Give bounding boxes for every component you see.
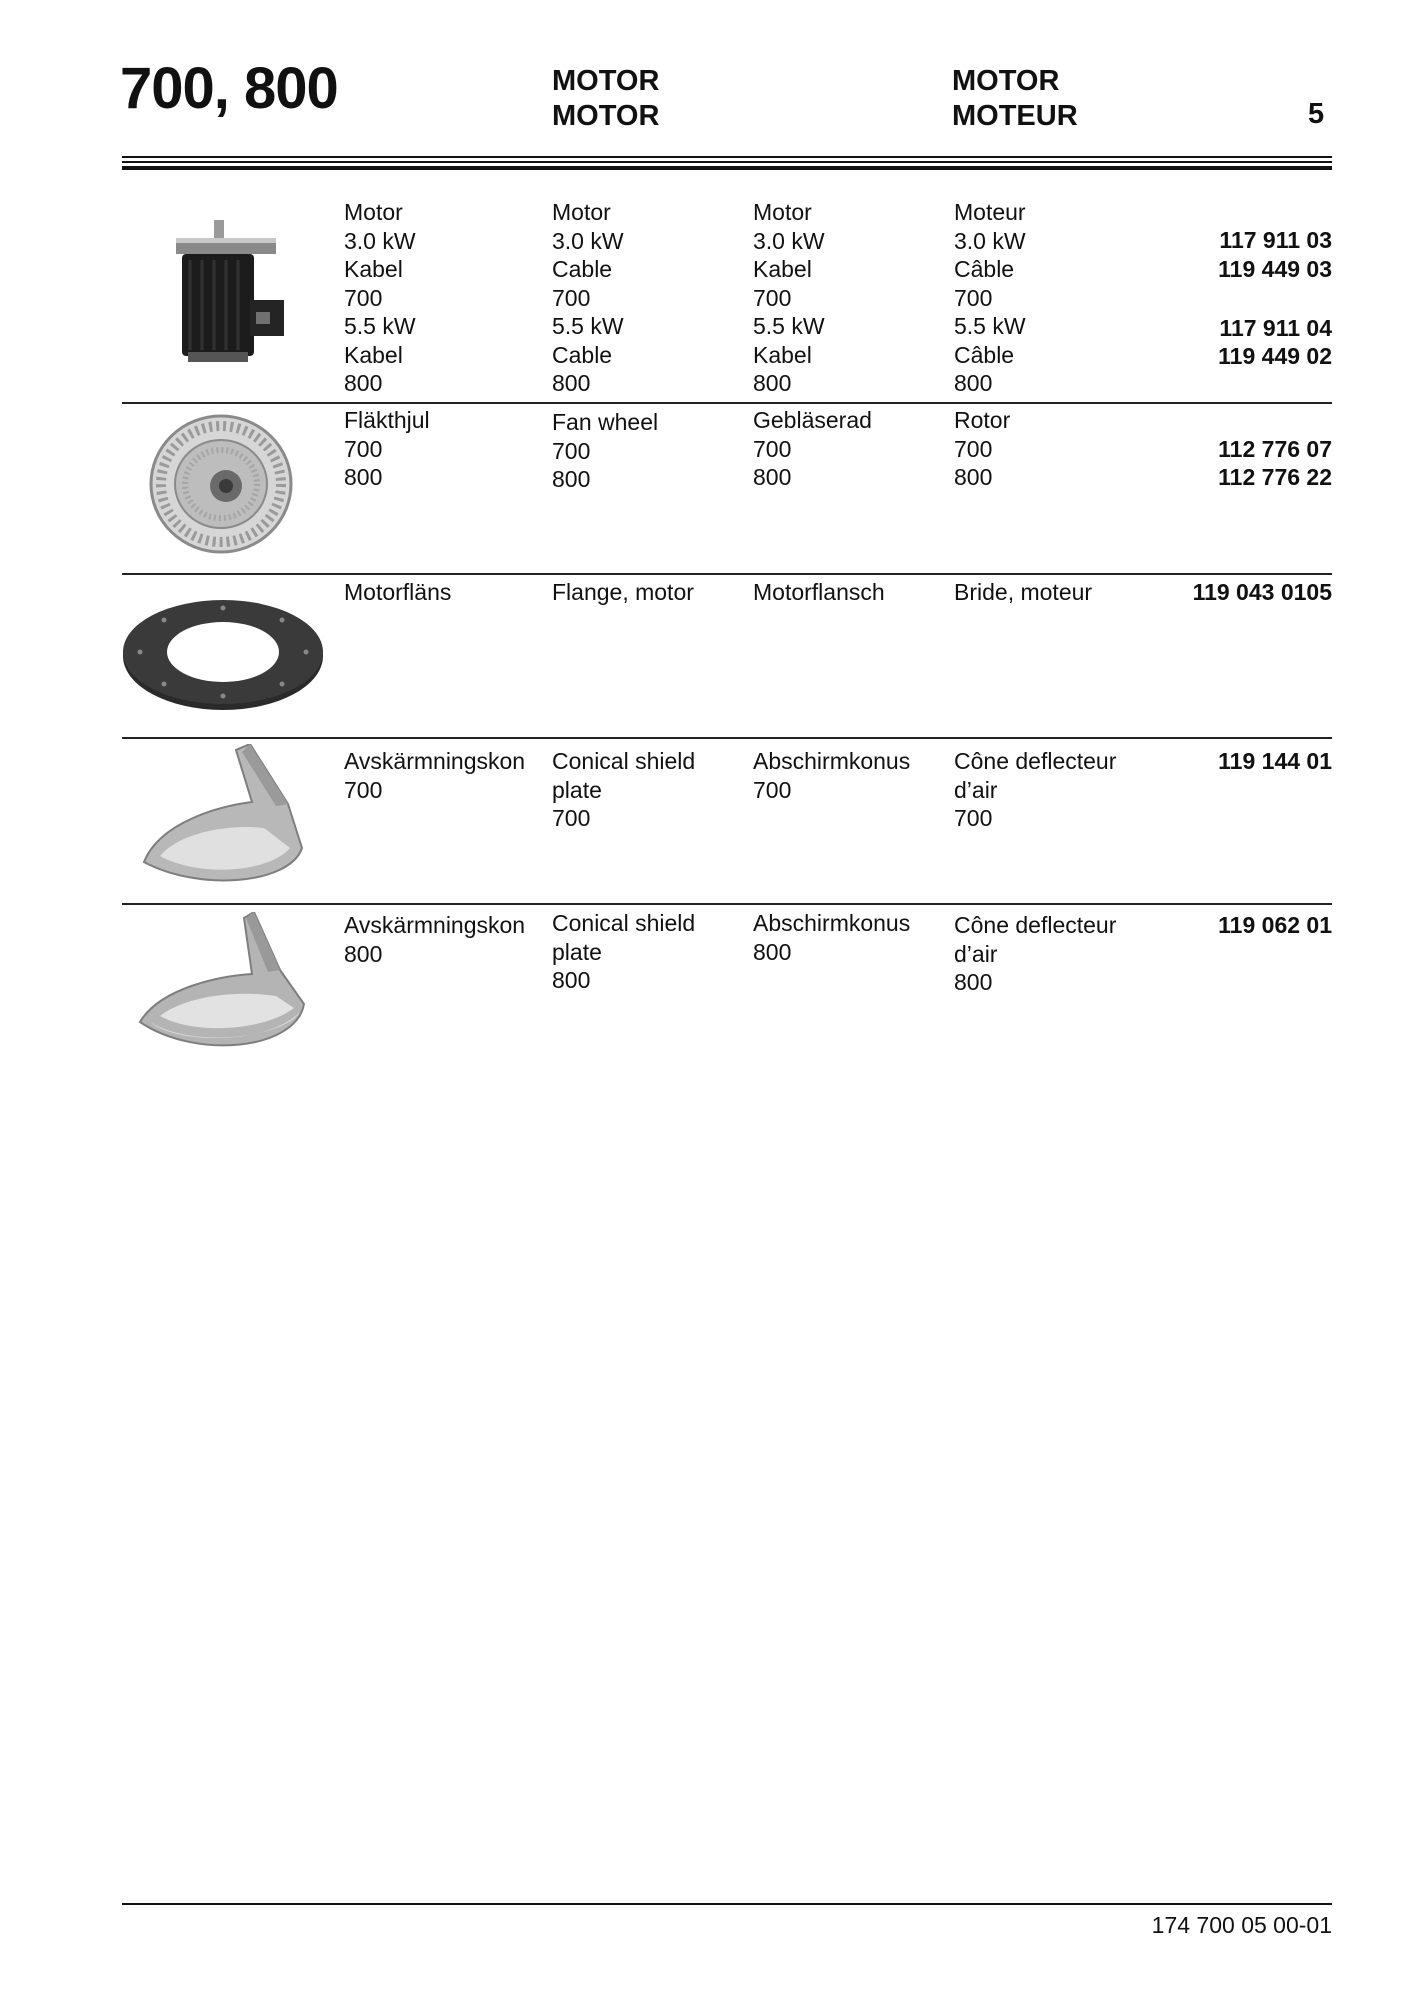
title-french: MOTEUR (952, 100, 1078, 132)
fan-wheel-german-column (753, 406, 872, 492)
conical-shield-700-image (140, 744, 310, 890)
header-rule-top (122, 156, 1332, 158)
page-number: 5 (1308, 98, 1325, 130)
model-title: 700, 800 (120, 56, 338, 121)
motor-french-column (954, 198, 1026, 398)
shield-700-french-column (954, 747, 1116, 833)
shield-700-sv-model: 700 (344, 776, 383, 803)
motor-fr-power-1: 3.0 kW (954, 227, 1026, 254)
part-number: 117 911 03 (1219, 227, 1332, 253)
motor-de-model-1: 700 (753, 284, 792, 311)
header-german-french (952, 64, 1078, 134)
flange-english-name: Flange, motor (552, 579, 694, 605)
motor-sv-name: Motor (344, 199, 403, 225)
motor-sv-cable-1: Kabel (344, 256, 403, 282)
header-rule-bottom (122, 166, 1332, 170)
fan-wheel-en-name: Fan wheel (552, 409, 659, 435)
shield-700-en-model: 700 (552, 805, 591, 831)
shield-800-en-model: 800 (552, 967, 591, 993)
shield-800-english-column (552, 909, 695, 995)
row-separator (122, 737, 1332, 739)
shield-700-en-name-line-2: plate (552, 776, 602, 803)
title-german: MOTOR (952, 65, 1060, 97)
shield-800-sv-name: Avskärmningskon (344, 912, 526, 938)
fan-wheel-english-column (552, 408, 658, 494)
shield-700-de-name: Abschirmkonus (753, 748, 911, 774)
shield-700-swedish-column (344, 747, 525, 804)
shield-800-fr-name-line-2: d’air (954, 940, 998, 967)
part-number: 112 776 07 (1218, 436, 1332, 462)
fan-wheel-en-model-2: 800 (552, 466, 591, 492)
motor-en-model-1: 700 (552, 284, 591, 311)
motor-en-cable-2: Cable (552, 341, 613, 368)
fan-wheel-sv-model-2: 800 (344, 464, 383, 490)
flange-swedish-name: Motorfläns (344, 579, 452, 605)
shield-800-french-column (954, 911, 1116, 997)
header-rule-middle (122, 161, 1332, 163)
shield-700-fr-name-line-1: Cône deflecteur (954, 748, 1117, 774)
fan-wheel-de-model-2: 800 (753, 464, 792, 490)
part-number: 119 062 01 (1218, 912, 1332, 938)
row-separator (122, 903, 1332, 905)
motor-en-power-1: 3.0 kW (552, 227, 624, 254)
motor-sv-cable-2: Kabel (344, 341, 403, 368)
flange-french-name: Bride, moteur (954, 579, 1093, 605)
title-english: MOTOR (552, 100, 660, 132)
shield-800-de-name: Abschirmkonus (753, 910, 911, 936)
motor-de-cable-1: Kabel (753, 256, 812, 282)
fan-wheel-image (146, 408, 296, 558)
conical-shield-800-image (136, 912, 310, 1058)
footer-rule (122, 1903, 1332, 1905)
motor-sv-model-2: 800 (344, 370, 383, 396)
motor-en-power-2: 5.5 kW (552, 313, 624, 339)
motor-image (168, 214, 292, 366)
fan-wheel-de-name: Gebläserad (753, 407, 872, 433)
part-number: 119 144 01 (1218, 748, 1332, 774)
shield-800-fr-model: 800 (954, 969, 993, 995)
shield-700-german-column (753, 747, 910, 804)
document-number: 174 700 05 00-01 (1151, 1912, 1332, 1938)
motor-fr-model-2: 800 (954, 370, 993, 396)
fan-wheel-french-column (954, 406, 1010, 492)
motor-fr-cable-2: Câble (954, 341, 1015, 368)
motor-de-power-1: 3.0 kW (753, 227, 825, 254)
part-number: 119 043 0105 (1192, 579, 1332, 605)
motor-de-cable-2: Kabel (753, 341, 812, 368)
motor-de-name: Motor (753, 199, 812, 225)
shield-800-swedish-column (344, 911, 525, 968)
fan-wheel-sv-model-1: 700 (344, 435, 383, 462)
motor-german-column (753, 198, 825, 398)
part-number: 117 911 04 (1219, 315, 1332, 341)
shield-700-fr-name-line-2: d’air (954, 776, 998, 803)
fan-wheel-swedish-column (344, 406, 430, 492)
motor-fr-model-1: 700 (954, 284, 993, 311)
shield-700-fr-model: 700 (954, 805, 993, 831)
motor-sv-power-1: 3.0 kW (344, 227, 416, 254)
motor-fr-cable-1: Câble (954, 256, 1015, 282)
motor-fr-name: Moteur (954, 199, 1026, 225)
part-number: 119 449 03 (1218, 256, 1332, 282)
title-swedish: MOTOR (552, 65, 660, 97)
fan-wheel-sv-name: Fläkthjul (344, 407, 430, 433)
motor-en-cable-1: Cable (552, 256, 613, 282)
shield-800-en-name-line-1: Conical shield (552, 910, 696, 936)
shield-700-de-model: 700 (753, 776, 792, 803)
motor-en-name: Motor (552, 199, 611, 225)
shield-700-sv-name: Avskärmningskon (344, 748, 526, 774)
row-separator (122, 402, 1332, 404)
fan-wheel-fr-name: Rotor (954, 407, 1011, 433)
motor-sv-power-2: 5.5 kW (344, 313, 416, 339)
fan-wheel-fr-model-2: 800 (954, 464, 993, 490)
shield-800-fr-name-line-1: Cône deflecteur (954, 912, 1117, 938)
motor-de-power-2: 5.5 kW (753, 313, 825, 339)
motor-sv-model-1: 700 (344, 284, 383, 311)
motor-english-column (552, 198, 624, 398)
shield-800-en-name-line-2: plate (552, 938, 602, 965)
fan-wheel-fr-model-1: 700 (954, 435, 993, 462)
part-number: 112 776 22 (1218, 464, 1332, 490)
motor-de-model-2: 800 (753, 370, 792, 396)
shield-800-german-column (753, 909, 910, 966)
motor-fr-power-2: 5.5 kW (954, 313, 1026, 339)
fan-wheel-de-model-1: 700 (753, 435, 792, 462)
part-number: 119 449 02 (1218, 343, 1332, 369)
motor-swedish-column (344, 198, 416, 398)
shield-700-en-name-line-1: Conical shield (552, 748, 696, 774)
shield-800-sv-model: 800 (344, 940, 383, 967)
row-separator (122, 573, 1332, 575)
fan-wheel-en-model-1: 700 (552, 437, 591, 464)
shield-700-english-column (552, 747, 695, 833)
flange-image (120, 596, 326, 712)
header-swedish-english (552, 64, 659, 134)
flange-german-name: Motorflansch (753, 579, 885, 605)
shield-800-de-model: 800 (753, 938, 792, 965)
motor-en-model-2: 800 (552, 370, 591, 396)
